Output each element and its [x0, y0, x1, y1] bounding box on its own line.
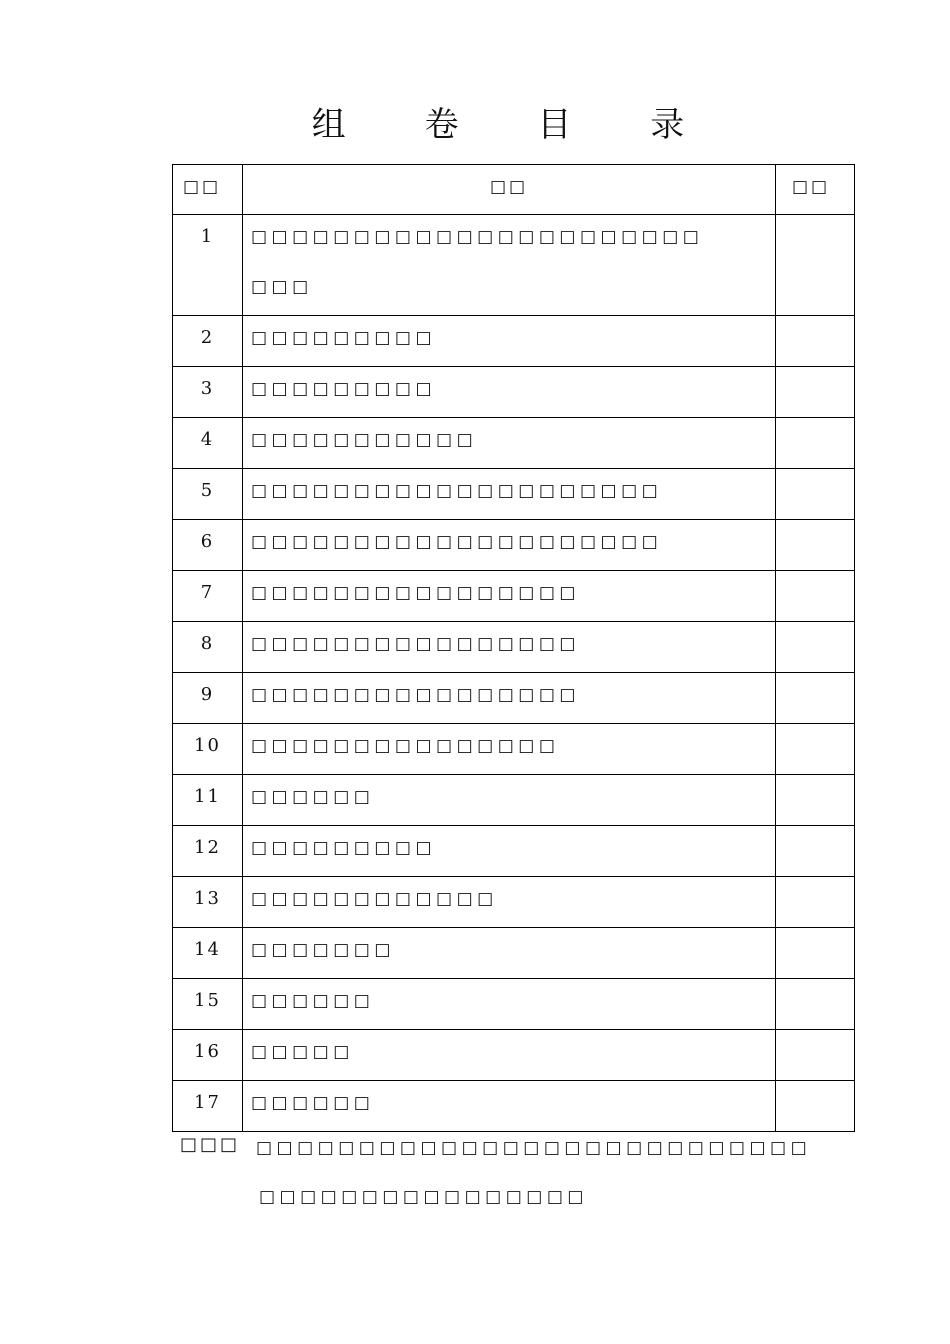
catalog-table [172, 164, 855, 1132]
table-row [173, 775, 855, 826]
table-row [173, 622, 855, 673]
row-note [776, 469, 855, 520]
row-note [776, 724, 855, 775]
table-row [173, 469, 855, 520]
table-row [173, 979, 855, 1030]
table-header-row [173, 165, 855, 215]
row-note [776, 928, 855, 979]
row-title: □□□□□□□□□□□□□□□□□□□□ [243, 469, 776, 520]
row-title: □□□□□□□□□□□□□□□□ [243, 622, 776, 673]
row-title: □□□□□□□□□□□□ [243, 877, 776, 928]
row-title-line1: □□□□□□□□□□□□□□□□□□□□□□ [251, 227, 704, 247]
row-note [776, 316, 855, 367]
row-note [776, 622, 855, 673]
row-note [776, 367, 855, 418]
table-row [173, 418, 855, 469]
row-note [776, 877, 855, 928]
row-number: 2 [173, 316, 243, 367]
row-note [776, 673, 855, 724]
row-title: □□□□□□□□□□□□□□□ [243, 724, 776, 775]
row-title-line2: □□□ [251, 277, 313, 297]
row-note [776, 1030, 855, 1081]
row-number: 11 [173, 775, 243, 826]
table-row [173, 571, 855, 622]
table-row [173, 928, 855, 979]
row-title: □□□□□□□ [243, 928, 776, 979]
remarks-label: □□□ [180, 1134, 241, 1155]
row-number: 13 [173, 877, 243, 928]
row-note [776, 520, 855, 571]
header-number: □□ [173, 165, 243, 215]
table-row [173, 826, 855, 877]
row-number: 8 [173, 622, 243, 673]
row-note [776, 1081, 855, 1132]
row-note [776, 979, 855, 1030]
row-number: 12 [173, 826, 243, 877]
row-title: □□□□□□□□□ [243, 367, 776, 418]
table-row [173, 877, 855, 928]
table-row [173, 215, 855, 316]
table-row [173, 673, 855, 724]
row-note [776, 826, 855, 877]
row-title: □□□□□□ [243, 1081, 776, 1132]
row-number: 3 [173, 367, 243, 418]
remarks-line-1: □□□□□□□□□□□□□□□□□□□□□□□□□□□ [256, 1138, 812, 1158]
row-number: 10 [173, 724, 243, 775]
row-title: □□□□□□□□□ [243, 316, 776, 367]
row-number: 15 [173, 979, 243, 1030]
table-row [173, 316, 855, 367]
row-title: □□□□□ [243, 1030, 776, 1081]
row-title: □□□□□□□□□□□ [243, 418, 776, 469]
table-row [173, 367, 855, 418]
row-title: □□□□□□ [243, 775, 776, 826]
table-row [173, 520, 855, 571]
row-note [776, 418, 855, 469]
row-title: □□□□□□ [243, 979, 776, 1030]
row-title: □□□□□□□□□□□□□□□□ [243, 673, 776, 724]
header-title: □□ [243, 165, 776, 215]
table-row [173, 1030, 855, 1081]
row-number: 7 [173, 571, 243, 622]
row-note [776, 775, 855, 826]
row-note [776, 215, 855, 316]
row-note [776, 571, 855, 622]
row-number: 5 [173, 469, 243, 520]
table-row [173, 724, 855, 775]
row-title: □□□□□□□□□ [243, 826, 776, 877]
row-number: 17 [173, 1081, 243, 1132]
row-number: 14 [173, 928, 243, 979]
row-number: 16 [173, 1030, 243, 1081]
row-title: □□□□□□□□□□□□□□□□□□□□ [243, 520, 776, 571]
page-title: 组 卷 目 录 [311, 105, 719, 145]
table-row [173, 1081, 855, 1132]
remarks-line-2: □□□□□□□□□□□□□□□□ [259, 1187, 588, 1207]
row-number: 9 [173, 673, 243, 724]
row-title: □□□□□□□□□□□□□□□□ [243, 571, 776, 622]
row-number: 1 [173, 215, 243, 316]
row-number: 6 [173, 520, 243, 571]
row-number: 4 [173, 418, 243, 469]
row-title [243, 215, 776, 316]
header-note: □□ [776, 165, 855, 215]
